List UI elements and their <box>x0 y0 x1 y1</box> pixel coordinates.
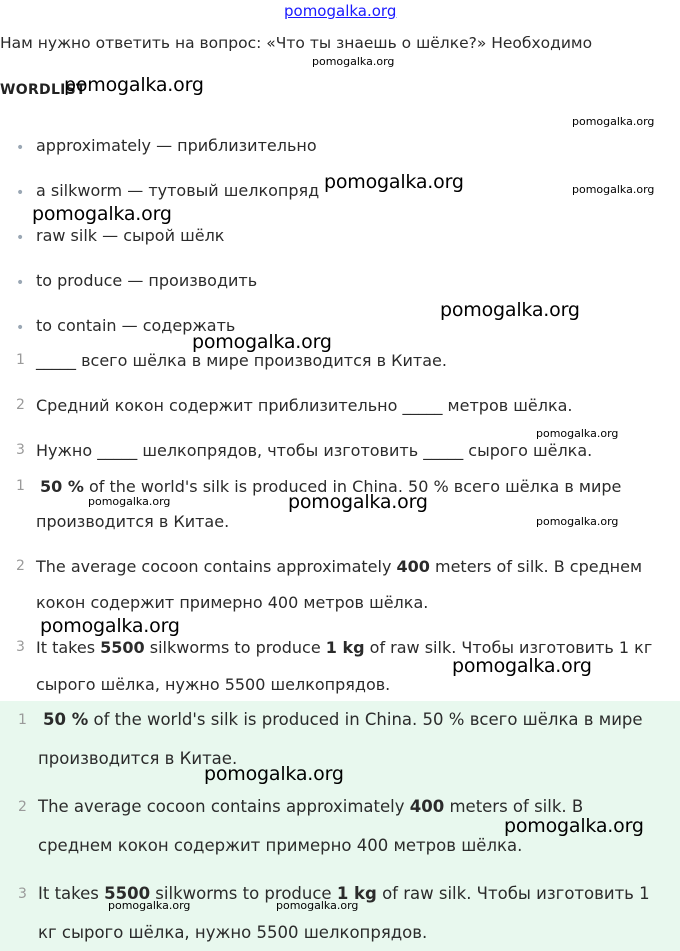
item-number: 2 <box>18 799 27 815</box>
answer-text: of raw silk. Чтобы изготовить 1 <box>376 884 650 903</box>
item-number: 1 <box>18 712 27 728</box>
watermark: pomogalka.org <box>572 115 655 128</box>
wordlist-item: approximately — приблизительно <box>36 136 317 155</box>
answer-value: 1 kg <box>336 884 377 903</box>
answer-text: It takes <box>36 638 101 657</box>
site-link[interactable]: pomogalka.org <box>284 2 397 20</box>
item-number: 2 <box>16 558 25 574</box>
answer-line <box>38 797 583 816</box>
answer-value: 1 kg <box>325 638 365 657</box>
answer-value: 5500 <box>100 638 145 657</box>
answer-line: кг сырого шёлка, нужно 5500 шелкопрядов. <box>38 923 428 942</box>
item-number: 3 <box>16 639 25 655</box>
watermark: pomogalka.org <box>108 899 191 912</box>
item-number: 1 <box>16 478 25 494</box>
answer-line <box>36 557 642 576</box>
answer-text: of the world's silk is produced in China. 50 % всего шёлка в мире <box>88 710 643 729</box>
answer-text: silkworms to produce <box>144 638 326 657</box>
gap-sentence: _____ всего шёлка в мире производится в Китае. <box>36 351 447 370</box>
answer-value: 50 % <box>43 710 89 729</box>
answer-text: meters of silk. В среднем <box>429 557 643 576</box>
watermark: pomogalka.org <box>504 815 644 837</box>
watermark: pomogalka.org <box>32 203 172 225</box>
answer-line: производится в Китае. <box>38 749 238 768</box>
answer-line: кокон содержит примерно 400 метров шёлка. <box>36 593 429 612</box>
item-number: 1 <box>16 352 25 368</box>
wordlist-item: raw silk — сырой шёлк <box>36 226 225 245</box>
intro-text: Нам нужно ответить на вопрос: «Что ты знаешь о шёлке?» Необходимо <box>0 34 593 52</box>
answer-value: 5500 <box>104 884 151 903</box>
watermark: pomogalka.org <box>192 331 332 353</box>
bullet: • <box>16 140 25 156</box>
watermark: pomogalka.org <box>312 55 395 68</box>
answer-text: meters of silk. В <box>444 797 584 816</box>
gap-sentence: Средний кокон содержит приблизительно _____ метров шёлка. <box>36 396 573 415</box>
watermark: pomogalka.org <box>440 299 580 321</box>
answer-text: It takes <box>38 884 105 903</box>
item-number: 3 <box>16 442 25 458</box>
answer-text: silkworms to produce <box>150 884 337 903</box>
bullet: • <box>16 275 25 291</box>
wordlist-heading: WORDLIST <box>0 82 86 98</box>
watermark: pomogalka.org <box>572 183 655 196</box>
wordlist-item: to produce — производить <box>36 271 258 290</box>
answer-line <box>43 710 643 729</box>
answer-value: 400 <box>396 557 430 576</box>
watermark: pomogalka.org <box>64 74 204 96</box>
bullet: • <box>16 185 25 201</box>
watermark: pomogalka.org <box>40 615 180 637</box>
answer-line: производится в Китае. <box>36 512 230 531</box>
watermark: pomogalka.org <box>276 899 359 912</box>
wordlist-item: to contain — содержать <box>36 316 236 335</box>
watermark: pomogalka.org <box>452 655 592 677</box>
item-number: 3 <box>18 886 27 902</box>
watermark: pomogalka.org <box>536 427 619 440</box>
watermark: pomogalka.org <box>88 495 171 508</box>
answer-text: of the world's silk is produced in China. 50 % всего шёлка в мире <box>83 477 622 496</box>
watermark: pomogalka.org <box>536 515 619 528</box>
bullet: • <box>16 320 25 336</box>
answer-value: 400 <box>409 797 445 816</box>
answer-line: среднем кокон содержит примерно 400 метров шёлка. <box>38 836 523 855</box>
answer-text: of raw silk. Чтобы изготовить 1 кг <box>364 638 653 657</box>
bullet: • <box>16 230 25 246</box>
answer-line: сырого шёлка, нужно 5500 шелкопрядов. <box>36 675 391 694</box>
item-number: 2 <box>16 397 25 413</box>
wordlist-item: a silkworm — тутовый шелкопряд <box>36 181 320 200</box>
answer-text: The average cocoon contains approximately <box>36 557 397 576</box>
gap-sentence: Нужно _____ шелкопрядов, чтобы изготовить _____ сырого шёлка. <box>36 441 593 460</box>
answer-text: The average cocoon contains approximately <box>38 797 410 816</box>
answer-value: 50 % <box>40 477 84 496</box>
watermark: pomogalka.org <box>204 763 344 785</box>
watermark: pomogalka.org <box>288 491 428 513</box>
watermark: pomogalka.org <box>324 171 464 193</box>
